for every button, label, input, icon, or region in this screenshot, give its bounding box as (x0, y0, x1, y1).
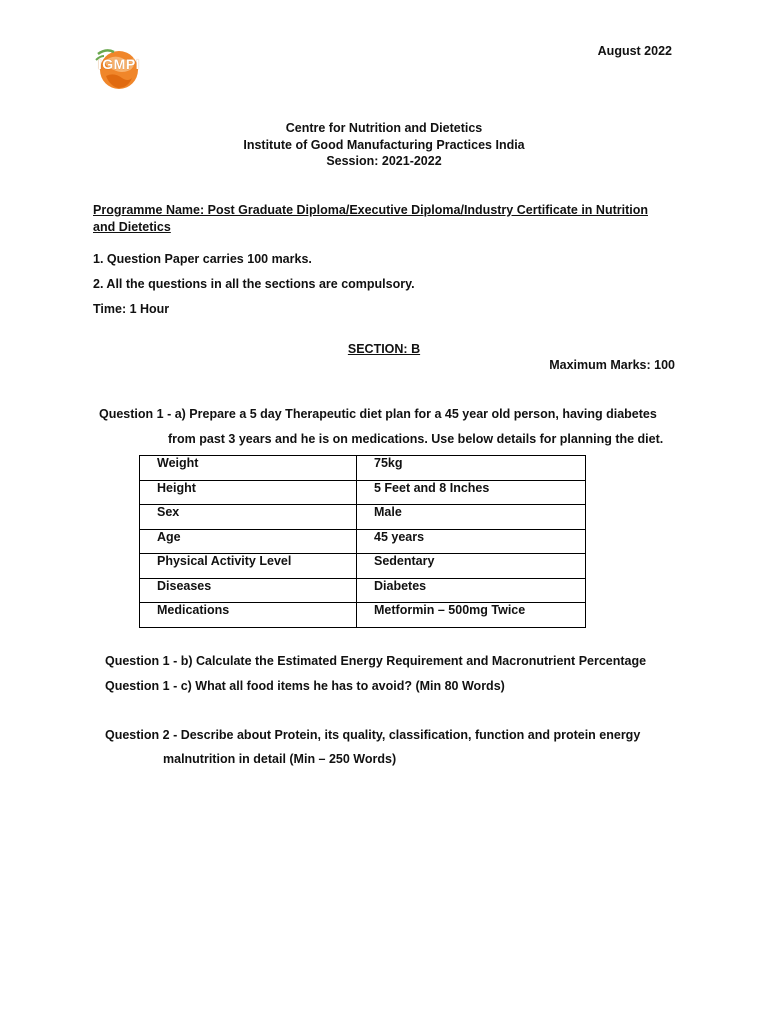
section-title: SECTION: B (347, 342, 421, 356)
table-value: Metformin – 500mg Twice (357, 603, 586, 628)
logo-text: IGMPI (97, 56, 141, 72)
table-row (140, 456, 586, 481)
table-label: Age (140, 529, 357, 554)
question-2-line1: Question 2 - Describe about Protein, its quality, classification, function and protein energy (105, 728, 641, 742)
table-row (140, 529, 586, 554)
table-value: Diabetes (357, 578, 586, 603)
centre-name: Centre for Nutrition and Dietetics (285, 121, 483, 135)
table-label: Medications (140, 603, 357, 628)
question-2-line2: malnutrition in detail (Min – 250 Words) (163, 752, 397, 766)
table-row (140, 578, 586, 603)
question-1a-line2: from past 3 years and he is on medications. Use below details for planning the diet. (168, 432, 664, 446)
table-value: 45 years (357, 529, 586, 554)
igmpi-logo (92, 44, 146, 90)
table-value: 75kg (357, 456, 586, 481)
maximum-marks: Maximum Marks: 100 (549, 358, 675, 372)
table-label: Diseases (140, 578, 357, 603)
programme-name-line2: and Dietetics (93, 220, 171, 234)
table-value: Male (357, 505, 586, 530)
table-label: Sex (140, 505, 357, 530)
table-label: Weight (140, 456, 357, 481)
programme-name-line1: Programme Name: Post Graduate Diploma/Executive Diploma/Industry Certificate in Nutrition (93, 203, 648, 217)
table-label: Physical Activity Level (140, 554, 357, 579)
table-row (140, 603, 586, 628)
session: Session: 2021-2022 (326, 154, 442, 168)
time-limit: Time: 1 Hour (93, 302, 170, 316)
table-label: Height (140, 480, 357, 505)
table-row (140, 480, 586, 505)
question-1b: Question 1 - b) Calculate the Estimated Energy Requirement and Macronutrient Percentage (105, 654, 647, 668)
instruction-2: 2. All the questions in all the sections are compulsory. (93, 277, 415, 291)
table-row (140, 554, 586, 579)
question-1a-line1: Question 1 - a) Prepare a 5 day Therapeutic diet plan for a 45 year old person, having diabetes (99, 407, 657, 421)
instruction-1: 1. Question Paper carries 100 marks. (93, 252, 312, 266)
table-value: Sedentary (357, 554, 586, 579)
question-1c: Question 1 - c) What all food items he has to avoid? (Min 80 Words) (105, 679, 505, 693)
table-row (140, 505, 586, 530)
document-date: August 2022 (597, 44, 672, 58)
institute-name: Institute of Good Manufacturing Practices India (243, 138, 525, 152)
table-value: 5 Feet and 8 Inches (357, 480, 586, 505)
patient-details-table (139, 455, 586, 628)
